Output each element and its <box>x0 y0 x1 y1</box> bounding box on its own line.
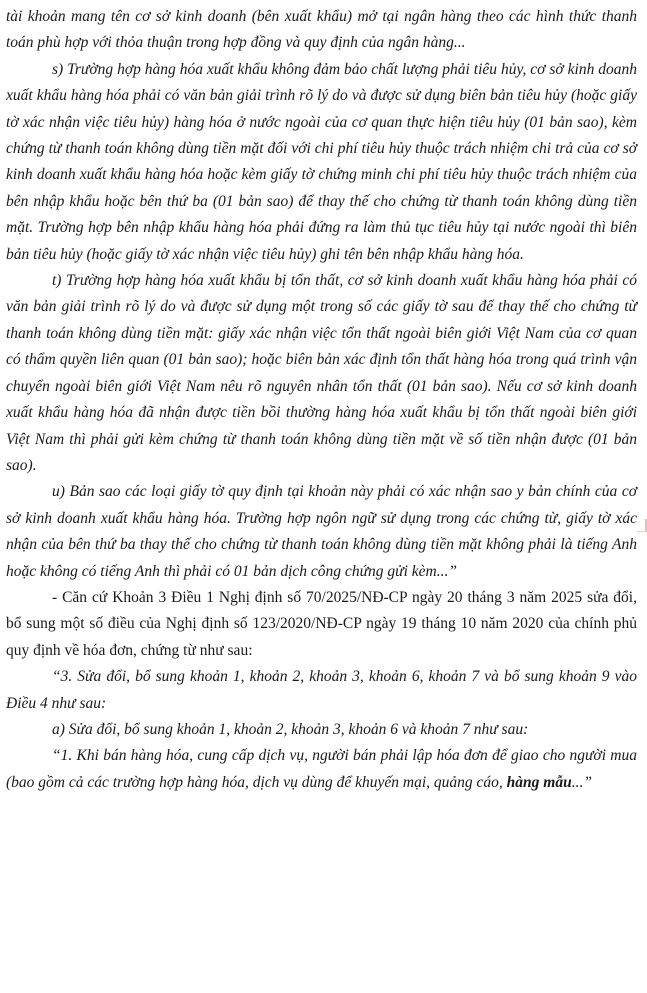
sample-goods-bold: hàng mẫu <box>506 773 572 791</box>
paragraph-invoice-rule-1 <box>6 743 637 796</box>
paragraph-amendment-3: “3. Sửa đổi, bổ sung khoản 1, khoản 2, khoản 3, khoản 6, khoản 7 và bổ sung khoản 9 vào Điều 4 như sau: <box>6 668 637 712</box>
paragraph-bank-account-tail: tài khoản mang tên cơ sở kinh doanh (bên xuất khẩu) mở tại ngân hàng theo các hình thức thanh toán phù hợp với thỏa thuận trong hợp đồng và quy định của ngân hàng... <box>6 8 637 52</box>
paragraph-amendment-a: a) Sửa đổi, bổ sung khoản 1, khoản 2, khoản 3, khoản 6 và khoản 7 như sau: <box>52 720 529 738</box>
paragraph-decree-reference: - Căn cứ Khoản 3 Điều 1 Nghị định số 70/2025/NĐ-CP ngày 20 tháng 3 năm 2025 sửa đổi, bổ sung một số điều của Nghị định số 123/2020/NĐ-CP ngày 19 tháng 10 năm 2020 của chính phủ quy định về hóa đơn, chứng từ như sau: <box>6 588 637 659</box>
invoice-rule-ellipsis: ...” <box>571 773 592 791</box>
paragraph-s-destruction: s) Trường hợp hàng hóa xuất khẩu không đảm bảo chất lượng phải tiêu hủy, cơ sở kinh doanh xuất khẩu hàng hóa phải có văn bản giải trình rõ lý do và được sử dụng biên bản tiêu hủy (hoặc giấy tờ xác nhận việc tiêu hủy) hàng hóa ở nước ngoài của cơ quan thực hiện tiêu hủy (01 bản sao), kèm chứng từ thanh toán không dùng tiền mặt đối với chi phí tiêu hủy thuộc trách nhiệm chi trả của cơ sở kinh doanh xuất khẩu hàng hóa hoặc kèm giấy tờ chứng minh chi phí tiêu hủy thuộc trách nhiệm của bên nhập khẩu hoặc bên thứ ba (01 bản sao) để thay thế cho chứng từ thanh toán không dùng tiền mặt. Trường hợp bên nhập khẩu hàng hóa phải đứng ra làm thủ tục tiêu hủy tại nước ngoài thì biên bản tiêu hủy (hoặc giấy tờ xác nhận việc tiêu hủy) ghi tên bên nhập khẩu hàng hóa. <box>6 60 637 263</box>
paragraph-u-copies: u) Bản sao các loại giấy tờ quy định tại khoản này phải có xác nhận sao y bản chính của cơ sở kinh doanh xuất khẩu hàng hóa. Trường hợp ngôn ngữ sử dụng trong các chứng từ, giấy tờ xác nhận của bên thứ ba thay thế cho chứng từ thanh toán không dùng tiền mặt không phải là tiếng Anh hoặc không có tiếng Anh thì phải có 01 bản dịch công chứng gửi kèm...” <box>6 483 637 580</box>
page-edge-mark <box>637 519 647 532</box>
invoice-rule-text: “1. Khi bán hàng hóa, cung cấp dịch vụ, người bán phải lập hóa đơn để giao cho người mua (bao gồm cả các trường hợp hàng hóa, dịch vụ dùng để khuyến mại, quảng cáo, <box>6 747 637 791</box>
paragraph-t-loss: t) Trường hợp hàng hóa xuất khẩu bị tổn thất, cơ sở kinh doanh xuất khẩu hàng hóa phải có văn bản giải trình rõ lý do và được sử dụng một trong số các giấy tờ sau để thay thế cho chứng từ thanh toán không dùng tiền mặt: giấy xác nhận việc tổn thất ngoài biên giới Việt Nam của cơ quan có thẩm quyền liên quan (01 bản sao); hoặc biên bản xác định tổn thất hàng hóa trong quá trình vận chuyển ngoài biên giới Việt Nam nêu rõ nguyên nhân tổn thất (01 bản sao). Nếu cơ sở kinh doanh xuất khẩu hàng hóa đã nhận được tiền bồi thường hàng hóa xuất khẩu bị tổn thất ngoài biên giới Việt Nam thì phải gửi kèm chứng từ thanh toán không dùng tiền mặt về số tiền nhận được (01 bản sao). <box>6 272 637 474</box>
